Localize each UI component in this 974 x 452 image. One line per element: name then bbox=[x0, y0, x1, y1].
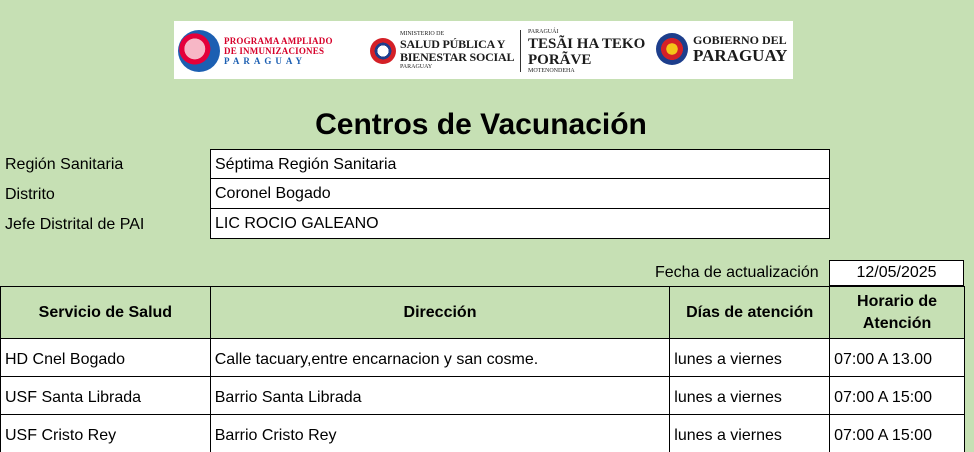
tesai-logo bbox=[528, 29, 645, 75]
logo-divider bbox=[520, 30, 521, 72]
ministerio-line2: BIENESTAR SOCIAL bbox=[400, 50, 515, 64]
header-direccion: Dirección bbox=[210, 287, 670, 339]
ministerio-tiny: MINISTERIO DE bbox=[400, 31, 445, 37]
tesai-foot: MOTENONDEHA bbox=[528, 68, 575, 74]
header-logo-banner bbox=[174, 21, 793, 79]
cell-dias[interactable]: lunes a viernes bbox=[670, 415, 830, 452]
tesai-tiny: PARAGUÁI bbox=[528, 29, 559, 35]
tesai-line2: PORÃVE bbox=[528, 52, 592, 68]
gobierno-logo-text bbox=[693, 34, 787, 65]
info-row-distrito bbox=[0, 179, 974, 209]
pai-line3: PARAGUAY bbox=[224, 56, 307, 66]
header-dias: Días de atención bbox=[670, 287, 830, 339]
cell-dias[interactable]: lunes a viernes bbox=[670, 377, 830, 415]
gobierno-logo bbox=[656, 33, 787, 65]
region-label: Región Sanitaria bbox=[5, 156, 124, 173]
cell-horario[interactable]: 07:00 A 13.00 bbox=[830, 339, 965, 377]
gobierno-seal-icon bbox=[656, 33, 688, 65]
gobierno-line1: GOBIERNO DEL bbox=[693, 32, 787, 47]
region-value[interactable]: Séptima Región Sanitaria bbox=[210, 149, 830, 179]
pai-logo bbox=[178, 30, 333, 72]
table-row bbox=[1, 339, 965, 377]
ministerio-foot: PARAGUAY bbox=[400, 64, 433, 70]
page-title: Centros de Vacunación bbox=[315, 108, 647, 141]
header-servicio: Servicio de Salud bbox=[1, 287, 211, 339]
cell-servicio[interactable]: USF Cristo Rey bbox=[1, 415, 211, 452]
table-row bbox=[1, 415, 965, 452]
fecha-label: Fecha de actualización bbox=[655, 264, 819, 281]
distrito-label: Distrito bbox=[5, 186, 55, 203]
cell-servicio[interactable]: USF Santa Librada bbox=[1, 377, 211, 415]
header-horario: Horario de Atención bbox=[830, 287, 965, 339]
pai-emblem-icon bbox=[178, 30, 220, 72]
jefe-value[interactable]: LIC ROCIO GALEANO bbox=[210, 208, 830, 239]
cell-direccion[interactable]: Calle tacuary,entre encarnacion y san cosme. bbox=[210, 339, 670, 377]
distrito-value[interactable]: Coronel Bogado bbox=[210, 178, 830, 209]
cell-direccion[interactable]: Barrio Santa Librada bbox=[210, 377, 670, 415]
table-row bbox=[1, 377, 965, 415]
tesai-line1: TESÃI HA TEKO bbox=[528, 36, 646, 52]
pai-line2: DE INMUNIZACIONES bbox=[224, 46, 325, 56]
info-row-region bbox=[0, 149, 974, 179]
pai-logo-text bbox=[224, 36, 333, 66]
cell-horario[interactable]: 07:00 A 15:00 bbox=[830, 377, 965, 415]
vaccination-centers-table bbox=[0, 286, 965, 452]
fecha-value[interactable]: 12/05/2025 bbox=[829, 260, 964, 286]
cell-horario[interactable]: 07:00 A 15:00 bbox=[830, 415, 965, 452]
pai-line1: PROGRAMA AMPLIADO bbox=[224, 36, 333, 46]
ministerio-line1: SALUD PÚBLICA Y bbox=[400, 37, 506, 51]
info-row-jefe bbox=[0, 209, 974, 239]
table-header-row bbox=[1, 287, 965, 339]
cell-servicio[interactable]: HD Cnel Bogado bbox=[1, 339, 211, 377]
national-seal-icon bbox=[370, 38, 396, 64]
cell-dias[interactable]: lunes a viernes bbox=[670, 339, 830, 377]
cell-direccion[interactable]: Barrio Cristo Rey bbox=[210, 415, 670, 452]
gobierno-line2: PARAGUAY bbox=[693, 45, 788, 65]
ministerio-logo-text bbox=[400, 31, 514, 71]
ministerio-logo bbox=[370, 31, 514, 71]
jefe-label: Jefe Distrital de PAI bbox=[5, 216, 145, 233]
